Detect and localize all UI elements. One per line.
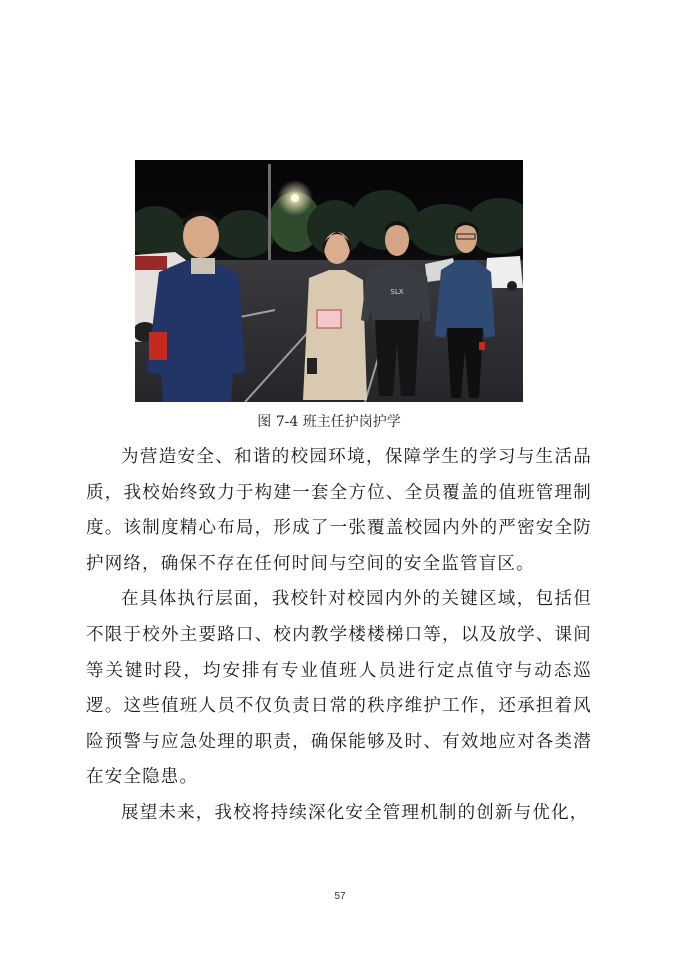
figure-caption: 图 7-4 班主任护岗护学: [257, 414, 401, 430]
body-text: [86, 440, 592, 832]
paragraph: 展望未来，我校将持续深化安全管理机制的创新与优化，: [121, 802, 589, 823]
paragraph: 为营造安全、和谐的校园环境，保障学生的学习与生活品质，我校始终致力于构建一套全方位、全员覆盖的值班管理制度。该制度精心布局，形成了一张覆盖校园内外的严密安全防护网络，确保不存在任何时间与空间的安全监管盲区。: [86, 447, 592, 574]
shirt-print: SLX: [390, 288, 404, 296]
night-duty-scene: [135, 160, 523, 402]
paragraph: 在具体执行层面，我校针对校园内外的关键区域，包括但不限于校外主要路口、校内教学楼楼梯口等，以及放学、课间等关键时段，均安排有专业值班人员进行定点值守与动态巡逻。这些值班人员不仅负责日常的秩序维护工作，还承担着风险预警与应急处理的职责，确保能够及时、有效地应对各类潜在安全隐患。: [86, 589, 592, 788]
page-number: 57: [334, 891, 346, 902]
duty-photo: [135, 160, 523, 402]
